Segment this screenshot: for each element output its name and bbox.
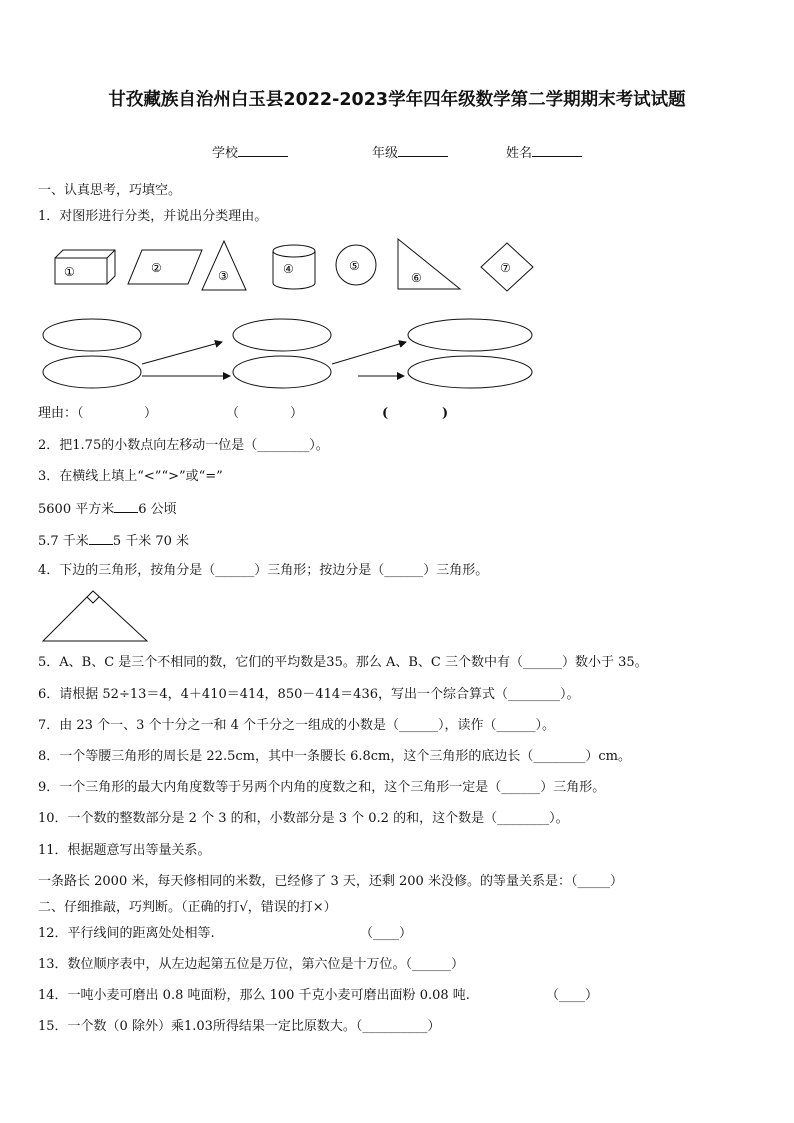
question-4: 4．下边的三角形，按角分是（______）三角形；按边分是（______）三角形。 <box>38 563 489 578</box>
arrow-2-up <box>332 342 406 364</box>
question-11: 11．根据题意写出等量关系。 <box>38 843 211 858</box>
name-field[interactable] <box>506 142 582 161</box>
question-2: 2．把1.75的小数点向左移动一位是（________）。 <box>38 438 329 453</box>
category-ellipse-3a[interactable] <box>408 319 532 351</box>
question-14 <box>38 988 599 1004</box>
q3b-right: 5 千米 70 米 <box>112 534 190 549</box>
question-15: 15．一个数（0 除外）乘1.03所得结果一定比原数大。（__________） <box>38 1019 441 1034</box>
reason-label: 理由：（ <box>38 406 84 421</box>
section-2-heading: 二、仔细推敲，巧判断。（正确的打√，错误的打×） <box>38 900 337 915</box>
category-ellipse-2b[interactable] <box>233 356 331 388</box>
q14-text: 14．一吨小麦可磨出 0.8 吨面粉，那么 100 千克小麦可磨出面粉 0.08 吨. <box>38 988 470 1003</box>
category-ellipse-3b[interactable] <box>408 356 532 388</box>
shape-label-2: ② <box>151 261 162 275</box>
arrow-1-up <box>142 342 222 364</box>
section-1-heading: 一、认真思考，巧填空。 <box>38 183 182 198</box>
shape-label-3: ③ <box>218 269 229 283</box>
q3b-left: 5.7 千米 <box>38 534 89 549</box>
category-ellipse-2a[interactable] <box>233 319 331 351</box>
reason-close-1: ） <box>144 406 158 421</box>
school-label: 学校 <box>212 146 239 161</box>
reason-open-3: ( <box>382 406 389 421</box>
shape-label-4: ④ <box>283 262 294 276</box>
question-3a <box>38 500 177 518</box>
question-5: 5．A、B、C 是三个不相同的数，它们的平均数是35。那么 A、B、C 三个数中有（______）数小于 35。 <box>38 655 648 670</box>
reason-row <box>38 406 449 422</box>
q3a-blank[interactable] <box>114 500 138 513</box>
question-11-text: 一条路长 2000 米，每天修相同的米数，已经修了 3 天，还剩 200 米没修。的等量关系是：（_____） <box>38 874 623 889</box>
q3b-blank[interactable] <box>89 532 113 545</box>
reason-open-2: （ <box>226 406 240 421</box>
shapes-figure <box>40 236 550 296</box>
cylinder-shape <box>273 245 315 289</box>
reason-close-2: ） <box>290 406 304 421</box>
classification-diagram <box>38 314 538 394</box>
category-ellipse-1b[interactable] <box>43 356 141 388</box>
question-13: 13．数位顺序表中，从左边起第五位是万位，第六位是十万位。（______） <box>38 957 465 972</box>
question-3: 3．在横线上填上“<”“>”或“=” <box>38 469 223 484</box>
parallelogram-shape <box>128 250 202 284</box>
name-label: 姓名 <box>506 146 533 161</box>
q3a-left: 5600 平方米 <box>38 502 115 517</box>
question-8: 8．一个等腰三角形的周长是 22.5cm，其中一条腰长 6.8cm，这个三角形的底边长（________）cm。 <box>38 749 631 764</box>
shape-label-6: ⑥ <box>411 271 422 285</box>
question-6: 6．请根据 52÷13＝4，4＋410＝414，850－414＝436，写出一个综合算式（________）。 <box>38 687 580 702</box>
grade-label: 年级 <box>372 146 399 161</box>
shape-label-5: ⑤ <box>349 259 360 273</box>
q3a-right: 6 公顷 <box>138 502 177 517</box>
right-isosceles-triangle-figure <box>40 588 152 644</box>
q14-answer[interactable]: （____） <box>546 988 599 1003</box>
q12-answer[interactable]: （____） <box>360 926 413 941</box>
question-12 <box>38 926 413 942</box>
page-title: 甘孜藏族自治州白玉县2022-2023学年四年级数学第二学期期末考试试题 <box>108 90 686 110</box>
grade-field[interactable] <box>372 142 448 161</box>
question-1: 1．对图形进行分类，并说出分类理由。 <box>38 209 268 224</box>
q12-text: 12．平行线间的距离处处相等. <box>38 926 215 941</box>
shape-label-7: ⑦ <box>500 261 511 275</box>
question-10: 10．一个数的整数部分是 2 个 3 的和，小数部分是 3 个 0.2 的和，这个数是（________）。 <box>38 811 569 826</box>
reason-close-3: ) <box>442 406 449 421</box>
right-triangle-shape <box>398 239 460 289</box>
shape-label-1: ① <box>64 265 75 279</box>
question-7: 7．由 23 个一、3 个十分之一和 4 个千分之一组成的小数是（______），读作（______）。 <box>38 718 556 733</box>
school-field[interactable] <box>212 142 288 161</box>
category-ellipse-1a[interactable] <box>43 319 141 351</box>
question-3b <box>38 532 189 550</box>
question-9: 9．一个三角形的最大内角度数等于另两个内角的度数之和，这个三角形一定是（______）三角形。 <box>38 780 606 795</box>
